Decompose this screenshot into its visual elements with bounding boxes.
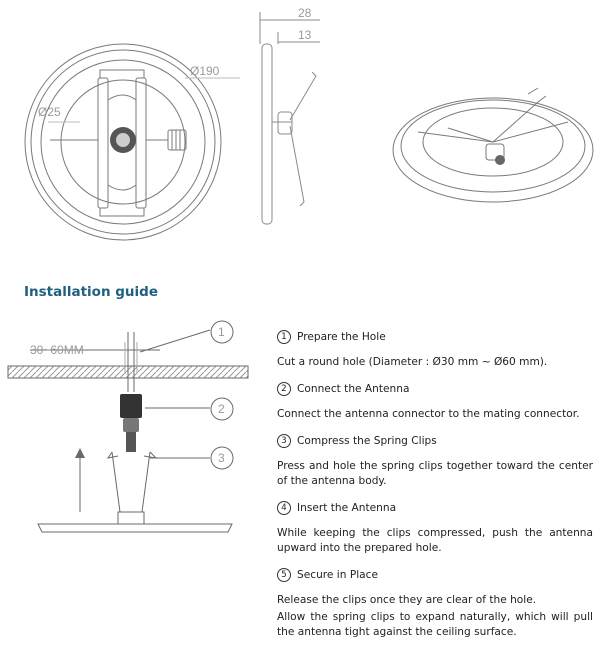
- step-1: [277, 328, 593, 346]
- step-number: 3: [277, 434, 291, 448]
- step-description: Release the clips once they are clear of the hole.: [277, 594, 537, 606]
- step-number: 4: [277, 501, 291, 515]
- step-title: Connect the Antenna: [297, 382, 410, 395]
- step-2: [277, 380, 593, 398]
- step-title: Secure in Place: [297, 568, 378, 581]
- callout-3: 3: [218, 451, 225, 465]
- step-4: [277, 499, 593, 517]
- step-title: Insert the Antenna: [297, 501, 397, 514]
- diameter-outer-label: Ø190: [190, 64, 220, 78]
- step-number: 2: [277, 382, 291, 396]
- step-number: 5: [277, 568, 291, 582]
- step-number: 1: [277, 330, 291, 344]
- step-title: Compress the Spring Clips: [297, 434, 437, 447]
- step-description: While keeping the clips compressed, push the antenna upward into the prepared hole.: [277, 527, 593, 554]
- perspective-drawing: [388, 82, 598, 212]
- callout-1: 1: [218, 325, 225, 339]
- step-3: [277, 432, 593, 450]
- installation-steps: [277, 328, 593, 650]
- installation-diagram: [0, 312, 270, 542]
- step-description: Connect the antenna connector to the mating connector.: [277, 408, 580, 420]
- hole-range-label: 30~60MM: [30, 343, 84, 357]
- guide-title: Installation guide: [24, 284, 158, 300]
- top-view-drawing: [20, 40, 240, 260]
- step-title: Prepare the Hole: [297, 330, 386, 343]
- step-description: Press and hole the spring clips together toward the center of the antenna body.: [277, 460, 593, 487]
- height-body-label: 13: [298, 28, 312, 42]
- diameter-inner-label: Ø25: [38, 105, 61, 119]
- callout-2: 2: [218, 402, 225, 416]
- step-description: Cut a round hole (Diameter : Ø30 mm ~ Ø60 mm).: [277, 356, 548, 368]
- step-5: [277, 566, 593, 584]
- step-description: Allow the spring clips to expand naturally, which will pull the antenna tight against the ceiling surface.: [277, 611, 593, 638]
- side-view-drawing: [250, 2, 340, 232]
- height-total-label: 28: [298, 6, 312, 20]
